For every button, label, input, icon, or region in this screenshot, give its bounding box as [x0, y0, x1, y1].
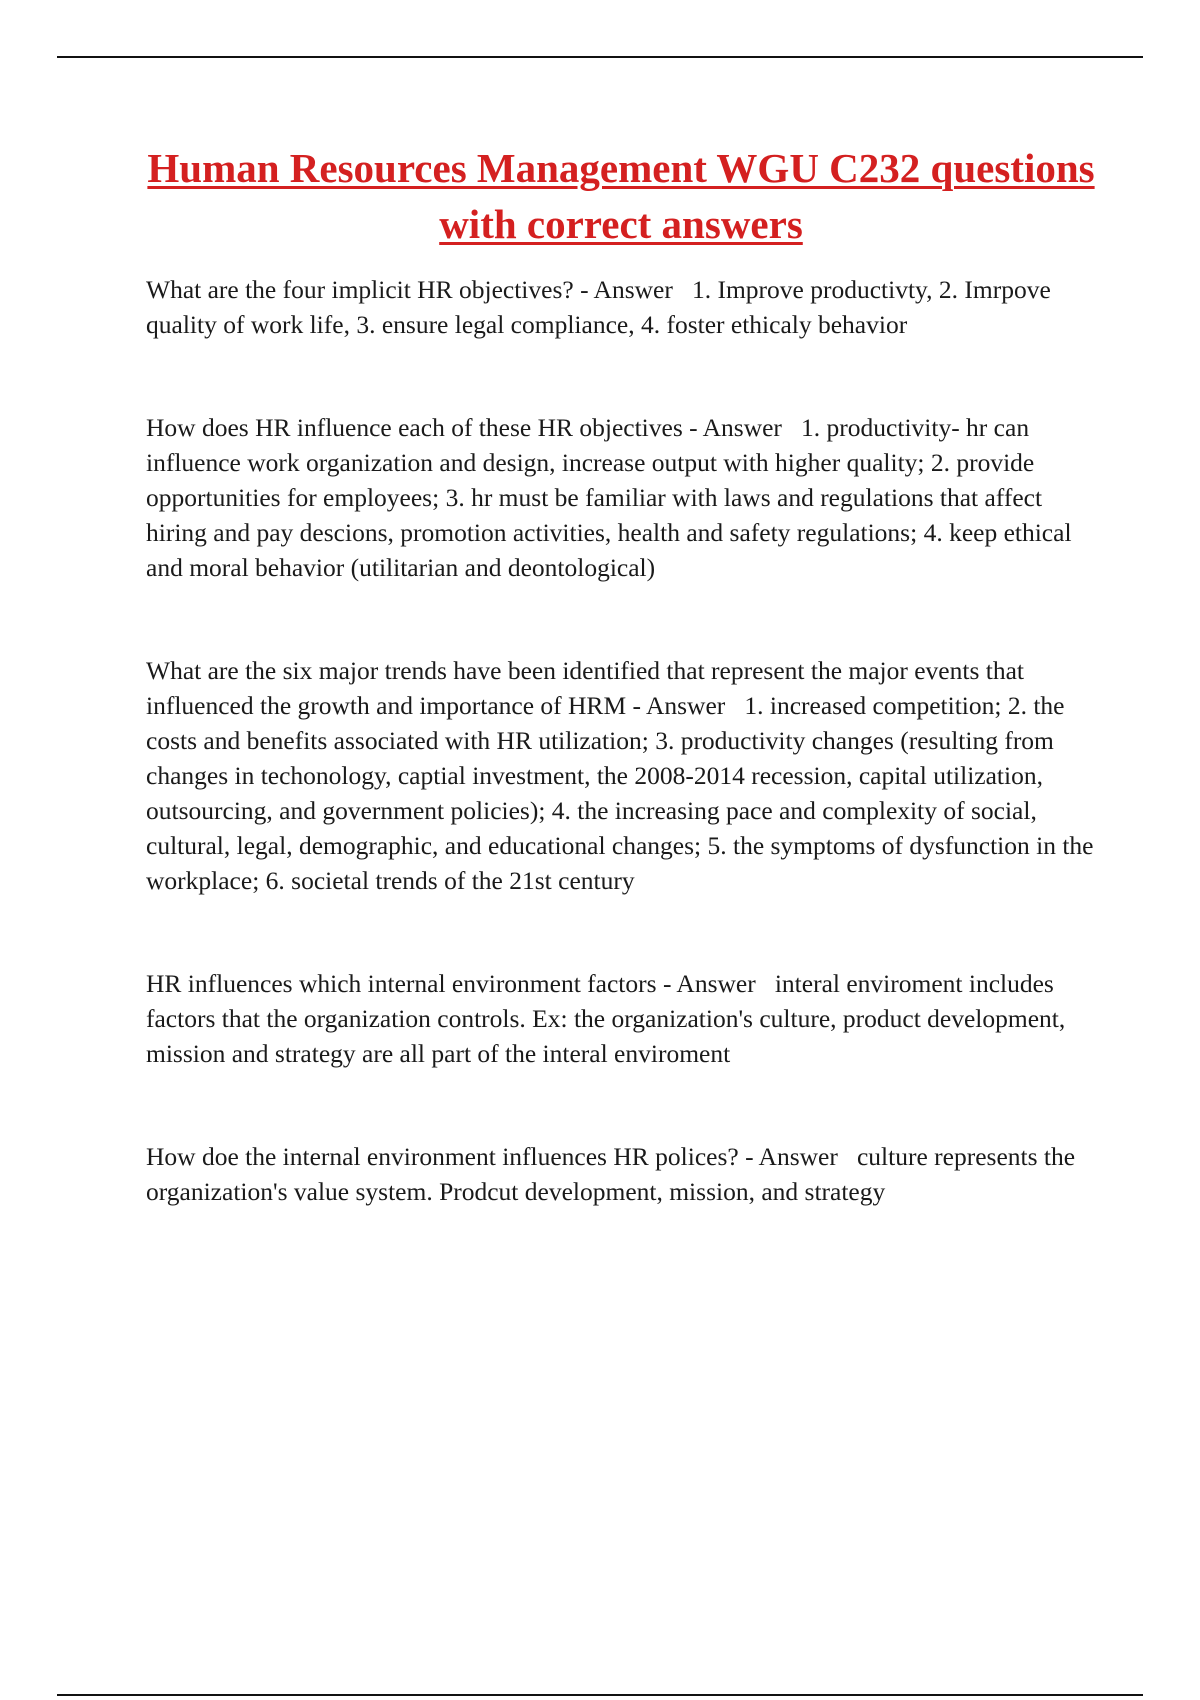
question-text: How doe the internal environment influences HR polices? — [146, 1142, 739, 1171]
answer-separator: - Answer — [738, 1142, 857, 1171]
top-rule — [57, 56, 1143, 58]
answer-text: interal enviroment includes factors that the organization controls. Ex: the organization's culture, product development, mission and strategy are all part of the interal enviroment — [146, 969, 1072, 1068]
answer-text: 1. Improve productivty, 2. Imrpove quality of work life, 3. ensure legal compliance, 4. foster ethicaly behavior — [146, 275, 1058, 339]
answer-separator: - Answer — [573, 275, 692, 304]
question-text: How does HR influence each of these HR objectives — [146, 413, 683, 442]
question-text: What are the four implicit HR objectives? — [146, 275, 574, 304]
document-page — [146, 140, 1100, 1277]
qa-item — [146, 1139, 1096, 1209]
answer-text: culture represents the organization's value system. Prodcut development, mission, and strategy — [146, 1142, 1082, 1206]
qa-list — [146, 272, 1100, 1209]
question-text: HR influences which internal environment factors — [146, 969, 657, 998]
qa-item — [146, 410, 1096, 585]
question-text: What are the six major trends have been identified that represent the major events that influenced the growth and importance of HRM — [146, 656, 1031, 720]
answer-separator: - Answer — [626, 691, 745, 720]
answer-separator: - Answer — [682, 413, 802, 442]
answer-separator: - Answer — [656, 969, 775, 998]
answer-text: 1. increased competition; 2. the costs and benefits associated with HR utilization; 3. productivity changes (resulting from changes in techonology, captial investment, the 2008-2014 recession, capital utilization, outsourcing, and government policies); 4. the increasing pace and complexity of social, cultural, legal, demographic, and educational changes; 5. the symptoms of dysfunction in the workplace; 6. societal trends of the 21st century — [146, 691, 1100, 895]
qa-item — [146, 966, 1096, 1071]
answer-text: 1. productivity- hr can influence work organization and design, increase output with higher quality; 2. provide opportunities for employees; 3. hr must be familiar with laws and regulations that affect hiring and pay descions, promotion activities, health and safety regulations; 4. keep ethical and moral behavior (utilitarian and deontological) — [146, 413, 1078, 582]
bottom-rule — [57, 1694, 1143, 1696]
document-title: Human Resources Management WGU C232 questions with correct answers — [147, 145, 1095, 247]
qa-item — [146, 272, 1096, 342]
qa-item — [146, 653, 1100, 898]
